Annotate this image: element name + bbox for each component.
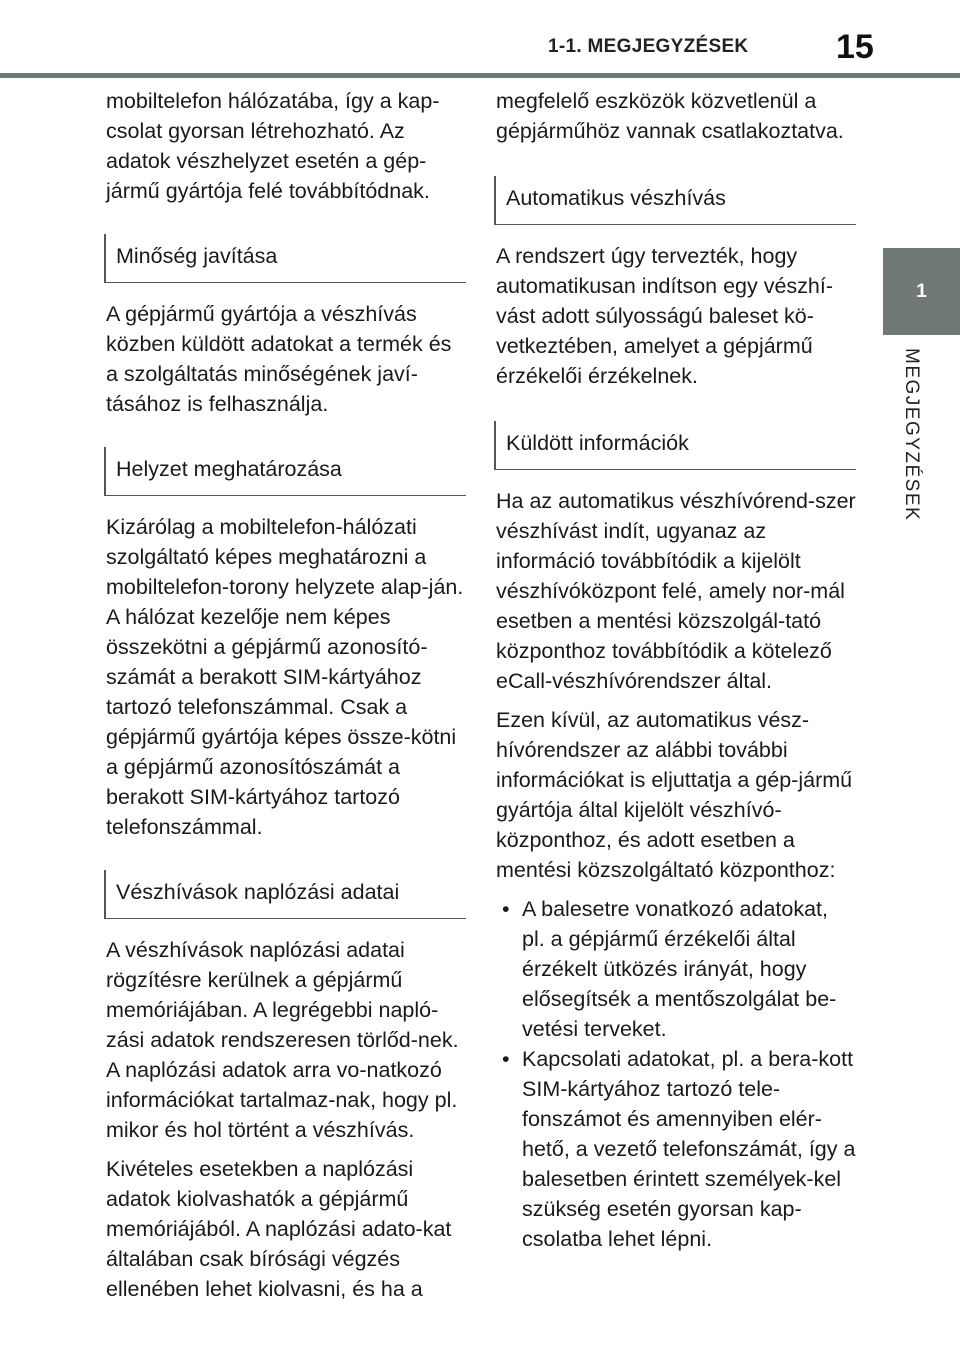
heading-call-log: Vészhívások naplózási adatai <box>104 870 466 919</box>
additional-info-paragraph: Ezen kívül, az automatikus vész-hívórendszer az alábbi további információkat is eljuttatja a gép-jármű gyártója által kijelölt vészhívó-központhoz, és adott esetben a mentési közszolgáltató központhoz: <box>496 708 853 882</box>
bullet-contact-data: • Kapcsolati adatokat, pl. a bera-kott SIM-kártyához tartozó tele-fonszámot és amennyiben elér-hető, a vezető telefonszámát, így a balesetben érintett személyek-kel szükség esetén gyorsan kap-csolatba lehet lépni. <box>496 1044 856 1254</box>
right-intro-paragraph: megfelelő eszközök közvetlenül a gépjárműhöz vannak csatlakoztatva. <box>496 89 844 143</box>
header-divider <box>0 73 960 78</box>
bullet-accident-data: • A balesetre vonatkozó adatokat, pl. a gépjármű érzékelői által érzékelt ütközés irányát, hogy elősegítsék a mentőszolgálat be-vetési terveket. <box>496 894 856 1044</box>
info-bullet-list <box>496 894 856 1254</box>
sent-info-paragraph: Ha az automatikus vészhívórend-szer vészhívást indít, ugyanaz az információ továbbítódik a kijelölt vészhívóközpont felé, amely nor-mál esetben a mentési közszolgál-tató központhoz továbbítódik a kötelező eCall-vészhívórendszer által. <box>496 489 856 693</box>
chapter-tab <box>883 248 960 335</box>
quality-paragraph: A gépjármű gyártója a vészhívás közben küldött adatokat a termék és a szolgáltatás minőségének javí-tásához is felhasználja. <box>106 302 452 416</box>
section-title: 1-1. MEGJEGYZÉSEK <box>548 36 749 57</box>
chapter-label: MEGJEGYZÉSEK <box>901 348 922 522</box>
call-log-readout-paragraph: Kivételes esetekben a naplózási adatok kiolvashatók a gépjármű memóriájából. A naplózási adato-kat általában csak bírósági végzés ellenében lehet kiolvasni, és ha a <box>106 1157 452 1301</box>
left-column <box>106 86 466 1313</box>
heading-quality-improvement: Minőség javítása <box>104 234 466 283</box>
chapter-number: 1 <box>916 280 927 302</box>
left-intro-paragraph: mobiltelefon hálózatába, így a kap-csolat gyorsan létrehozható. Az adatok vészhelyzet esetén a gép-jármű gyártója felé továbbítódnak. <box>106 89 440 203</box>
call-log-paragraph: A vészhívások naplózási adatai rögzítésre kerülnek a gépjármű memóriájában. A legrégebbi napló-zási adatok rendszeresen törlőd-nek. A naplózási adatok arra vo-natkozó információkat tartalmaz-nak, hogy pl. mikor és hol történt a vészhívás. <box>106 938 459 1142</box>
page-number: 15 <box>836 28 874 66</box>
automatic-call-paragraph: A rendszert úgy tervezték, hogy automatikusan indítson egy vészhí-vást adott súlyosságú baleset kö-vetkeztében, amelyet a gépjármű érzékelői érzékelnek. <box>496 244 834 388</box>
right-column <box>496 86 856 1254</box>
location-paragraph: Kizárólag a mobiltelefon-hálózati szolgáltató képes meghatározni a mobiltelefon-torony helyzete alap-ján. A hálózat kezelője nem képes összekötni a gépjármű azonosító-számát a berakott SIM-kártyához tartozó telefonszámmal. Csak a gépjármű gyártója képes össze-kötni a gépjármű azonosítószámát a berakott SIM-kártyához tartozó telefonszámmal. <box>106 515 464 839</box>
heading-sent-information: Küldött információk <box>494 421 856 470</box>
heading-location: Helyzet meghatározása <box>104 447 466 496</box>
heading-automatic-call: Automatikus vészhívás <box>494 176 856 225</box>
